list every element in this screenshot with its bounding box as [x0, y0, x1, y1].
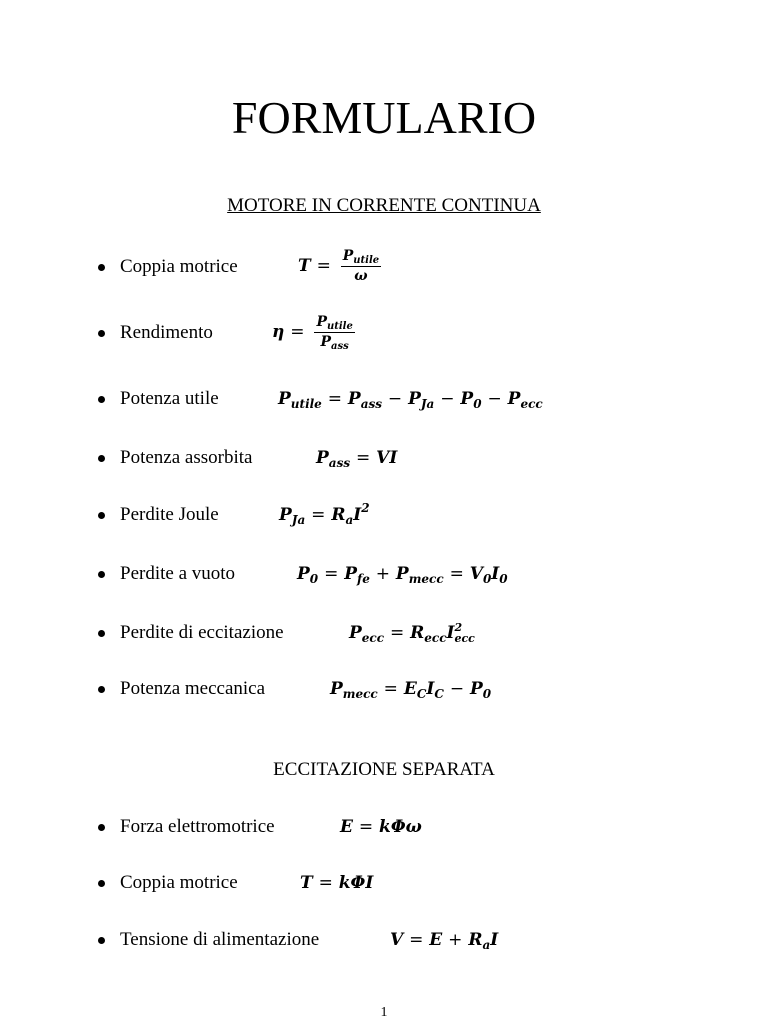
- formula: $P_{mecc} = E_CI_C - P_0$: [330, 679, 492, 701]
- formula: E = kΦω: [340, 817, 422, 837]
- item-label: Potenza utile: [120, 388, 219, 409]
- formula: $P_{ass}$ = VI: [316, 448, 398, 470]
- formula: η = $\frac{P_{utile}}{P_{ass}}$: [272, 314, 353, 352]
- bullet-icon: [98, 512, 105, 519]
- list-item: [0, 314, 768, 354]
- bullet-icon: [98, 824, 105, 831]
- item-label: Tensione di alimentazione: [120, 929, 320, 950]
- formula: $P_{ecc} = R_{ecc}I$ 2 ecc: [349, 620, 475, 645]
- list-item: [0, 808, 768, 848]
- bullet-icon: [98, 880, 105, 887]
- item-label: Rendimento: [120, 322, 213, 343]
- bullet-icon: [98, 630, 105, 637]
- bullet-icon: [98, 686, 105, 693]
- formula: $P_{utile} = P_{ass} - P_{Ja} - P_0 - P_{ecc}$: [278, 389, 543, 411]
- item-label: Potenza assorbita: [120, 447, 253, 468]
- item-label: Perdite Joule: [120, 504, 219, 525]
- list-item: [0, 248, 768, 288]
- list-item: [0, 864, 768, 904]
- item-label: Perdite di eccitazione: [120, 622, 284, 643]
- bullet-icon: [98, 264, 105, 271]
- bullet-icon: [98, 937, 105, 944]
- formula: $P_0 = P_{fe} + P_{mecc} = V_0I_0$: [297, 564, 508, 586]
- formula: $P_{Ja} = R_aI^2$: [279, 501, 370, 527]
- item-label: Potenza meccanica: [120, 678, 266, 699]
- formula: T = kΦI: [300, 873, 374, 893]
- list-item: [0, 439, 768, 479]
- list-item: [0, 921, 768, 961]
- page-number: 1: [380, 1005, 388, 1020]
- page-title: FORMULARIO: [231, 92, 537, 143]
- bullet-icon: [98, 571, 105, 578]
- item-label: Perdite a vuoto: [120, 563, 236, 584]
- list-item: [0, 496, 768, 536]
- list-item: [0, 380, 768, 420]
- section-heading-eccitazione: ECCITAZIONE SEPARATA: [273, 759, 495, 780]
- list-item: [0, 614, 768, 654]
- item-label: Forza elettromotrice: [120, 816, 275, 837]
- item-label: Coppia motrice: [120, 256, 238, 277]
- section-heading-motore: MOTORE IN CORRENTE CONTINUA: [227, 195, 541, 216]
- bullet-icon: [98, 396, 105, 403]
- formula: $V = E + R_aI$: [390, 930, 499, 952]
- bullet-icon: [98, 455, 105, 462]
- list-item: [0, 555, 768, 595]
- item-label: Coppia motrice: [120, 872, 238, 893]
- list-item: [0, 670, 768, 710]
- bullet-icon: [98, 330, 105, 337]
- formula: T = $\frac{P_{utile}}{\omega}$: [298, 248, 380, 284]
